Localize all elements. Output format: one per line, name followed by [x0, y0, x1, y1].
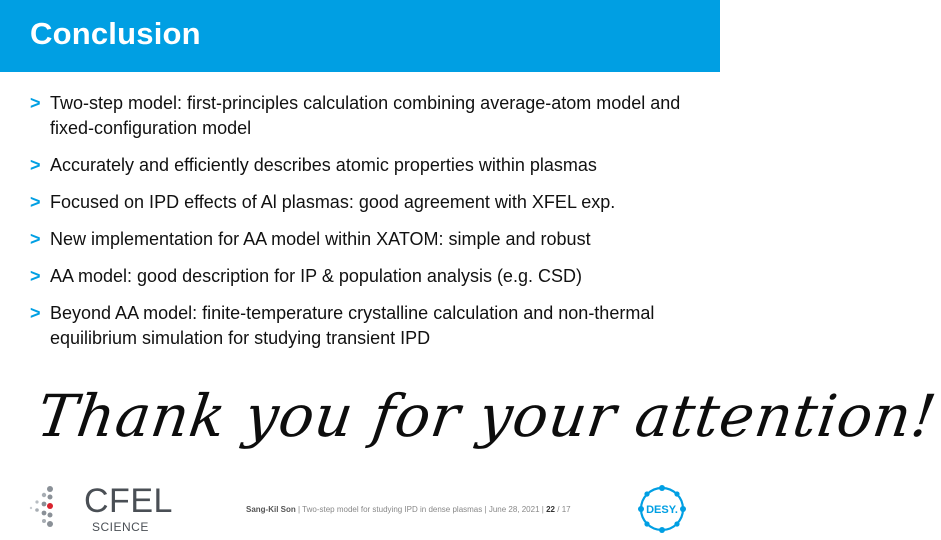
- bullet-text: Beyond AA model: finite-temperature crystalline calculation and non-thermal equilibrium simulation for studying transient IPD: [50, 303, 655, 348]
- page-total: 17: [561, 505, 571, 514]
- title-bar: [0, 0, 720, 72]
- cfel-logo-subtext: SCIENCE: [92, 520, 149, 534]
- bullet-marker-icon: >: [30, 93, 41, 113]
- bullet-list: [30, 91, 700, 363]
- slide-title: Conclusion: [30, 16, 201, 51]
- desy-logo-icon: [637, 484, 687, 534]
- bullet-text: Two-step model: first-principles calculation combining average-atom model and fixed-configuration model: [50, 93, 681, 138]
- bullet-text: New implementation for AA model within XATOM: simple and robust: [50, 229, 591, 249]
- page-separator: /: [557, 505, 560, 514]
- desy-logo-text: DESY.: [646, 504, 678, 516]
- footer-date: June 28, 2021: [488, 505, 540, 514]
- bullet-item: [30, 153, 700, 178]
- cfel-logo: [28, 482, 173, 538]
- slide-footer: [246, 505, 571, 514]
- footer-separator: |: [298, 505, 301, 514]
- bullet-text: Accurately and efficiently describes atomic properties within plasmas: [50, 155, 597, 175]
- bullet-item: [30, 190, 700, 215]
- page-number: 22: [546, 505, 555, 514]
- footer-separator: |: [541, 505, 544, 514]
- footer-talk-title: Two-step model for studying IPD in dense plasmas: [302, 505, 483, 514]
- bullet-marker-icon: >: [30, 229, 41, 249]
- bullet-text: AA model: good description for IP & population analysis (e.g. CSD): [50, 266, 582, 286]
- cfel-dots-icon: [28, 484, 84, 530]
- bullet-item: [30, 227, 700, 252]
- bullet-item: [30, 301, 700, 351]
- bullet-item: [30, 91, 700, 141]
- bullet-marker-icon: >: [30, 155, 41, 175]
- bullet-text: Focused on IPD effects of Al plasmas: good agreement with XFEL exp.: [50, 192, 616, 212]
- bullet-marker-icon: >: [30, 303, 41, 323]
- footer-separator: |: [484, 505, 487, 514]
- closing-message: Thank you for your attention!: [33, 382, 941, 450]
- bullet-item: [30, 264, 700, 289]
- cfel-logo-text: CFEL: [84, 482, 173, 520]
- bullet-marker-icon: >: [30, 192, 41, 212]
- bullet-marker-icon: >: [30, 266, 41, 286]
- footer-author: Sang-Kil Son: [246, 505, 296, 514]
